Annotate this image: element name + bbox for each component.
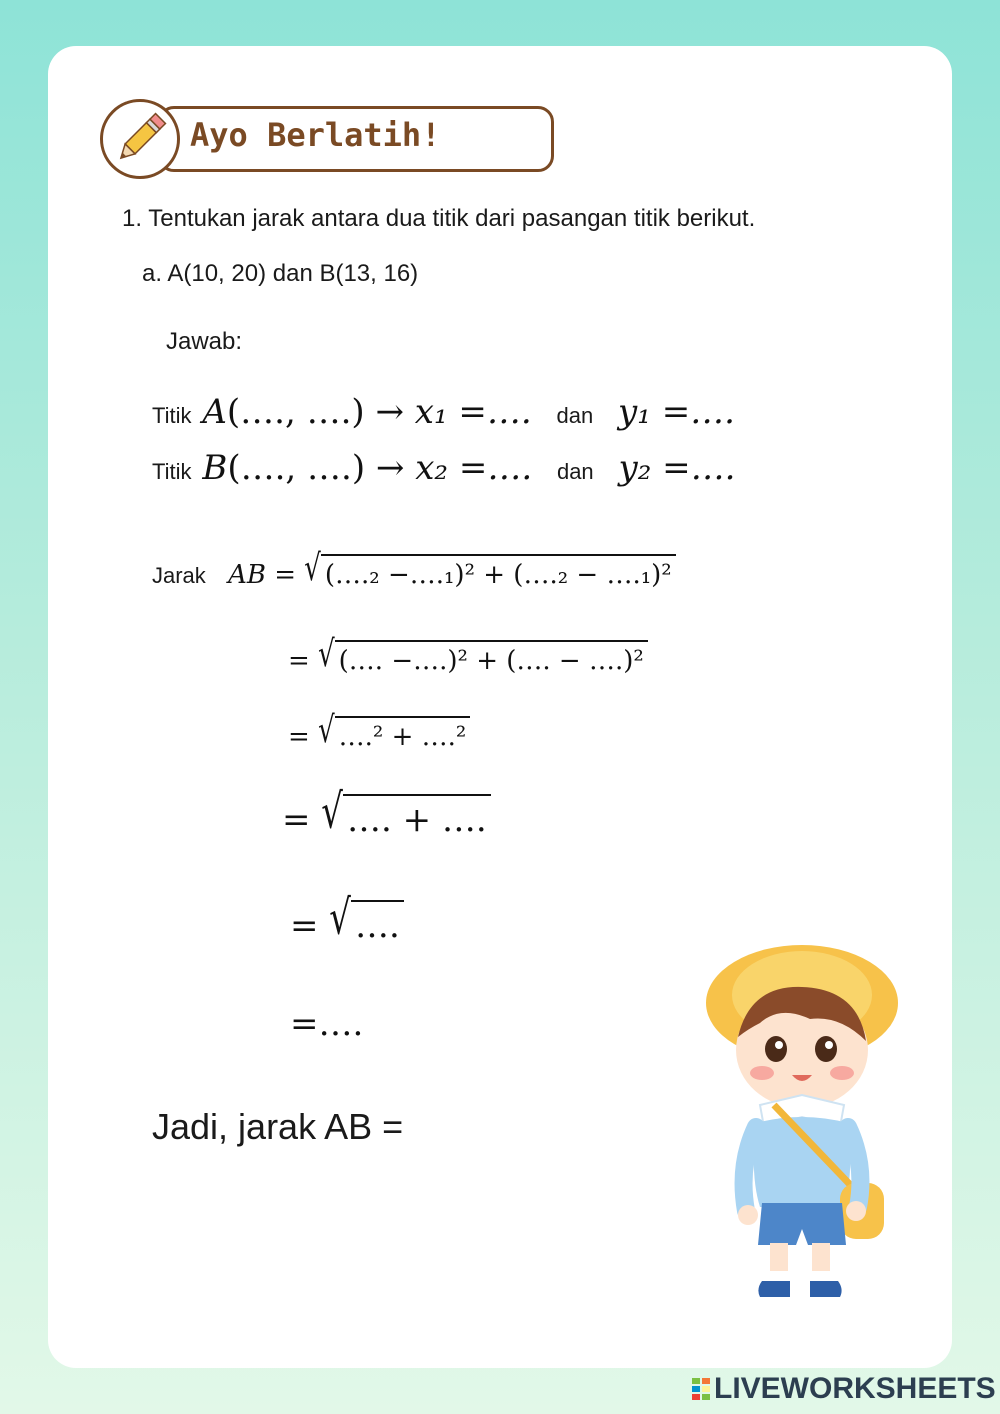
sqrt-3: √ ….² + ….² [318, 716, 470, 752]
dan-label: dan [556, 403, 594, 428]
question-text: Tentukan jarak antara dua titik dari pasangan titik berikut. [148, 205, 756, 232]
sqrt-1: √ (….₂ −….₁)² + (….₂ − ….₁)² [304, 554, 675, 590]
radicand-5: …. [351, 900, 404, 946]
dan-label: dan [556, 459, 594, 484]
distance-step-1: Jarak AB = √ (….₂ −….₁)² + (….₂ − ….₁)² [152, 554, 676, 590]
sqrt-4: √ …. + …. [321, 794, 490, 840]
distance-step-2: = √ (…. −….)² + (…. − ….)² [288, 640, 648, 676]
header-title: Ayo Berlatih! [190, 116, 441, 154]
point-b-name: B [202, 448, 228, 488]
radicand-4: …. + …. [343, 794, 491, 840]
radicand-2: (…. −….)² + (…. − ….)² [335, 640, 648, 676]
radicand-1: (….₂ −….₁)² + (….₂ − ….₁)² [321, 554, 676, 590]
point-a-name: A [202, 392, 227, 432]
ab-label: AB [228, 560, 266, 590]
jarak-label: Jarak [152, 563, 206, 588]
x2-blank: x₂ =…. [415, 448, 533, 488]
question-part-a: a. A(10, 20) dan B(13, 16) [142, 260, 419, 287]
distance-step-6: =…. [290, 1004, 364, 1044]
radicand-3: ….² + ….² [335, 716, 471, 752]
conclusion-text: Jadi, jarak AB = [152, 1106, 404, 1147]
distance-step-5: = √ …. [290, 900, 404, 946]
titik-label: Titik [152, 459, 192, 484]
arrow: → [375, 448, 405, 488]
point-a-coords: (…., ….) [226, 392, 365, 432]
distance-step-3: = √ ….² + ….² [288, 716, 470, 752]
point-b-line [152, 448, 735, 488]
logo-text: LIVEWORKSHEETS [714, 1372, 996, 1405]
header-icon-circle [100, 99, 180, 179]
sqrt-5: √ …. [329, 900, 403, 946]
y2-blank: y₂ =…. [618, 448, 736, 488]
point-b-coords: (…., ….) [227, 448, 366, 488]
child-illustration [690, 945, 910, 1315]
arrow: → [375, 392, 404, 432]
sqrt-2: √ (…. −….)² + (…. − ….)² [318, 640, 648, 676]
question-number: 1. [122, 205, 143, 232]
answer-label: Jawab: [166, 328, 243, 355]
x1-blank: x₁ =…. [414, 392, 532, 432]
distance-step-4: = √ …. + …. [282, 794, 491, 840]
point-a-line [152, 392, 735, 432]
question-1 [122, 205, 755, 233]
liveworksheets-logo [692, 1372, 996, 1406]
y1-blank: y₁ =…. [618, 392, 735, 432]
pencil-icon [103, 102, 177, 176]
titik-label: Titik [152, 403, 192, 428]
liveworksheets-mark-icon [692, 1378, 710, 1400]
